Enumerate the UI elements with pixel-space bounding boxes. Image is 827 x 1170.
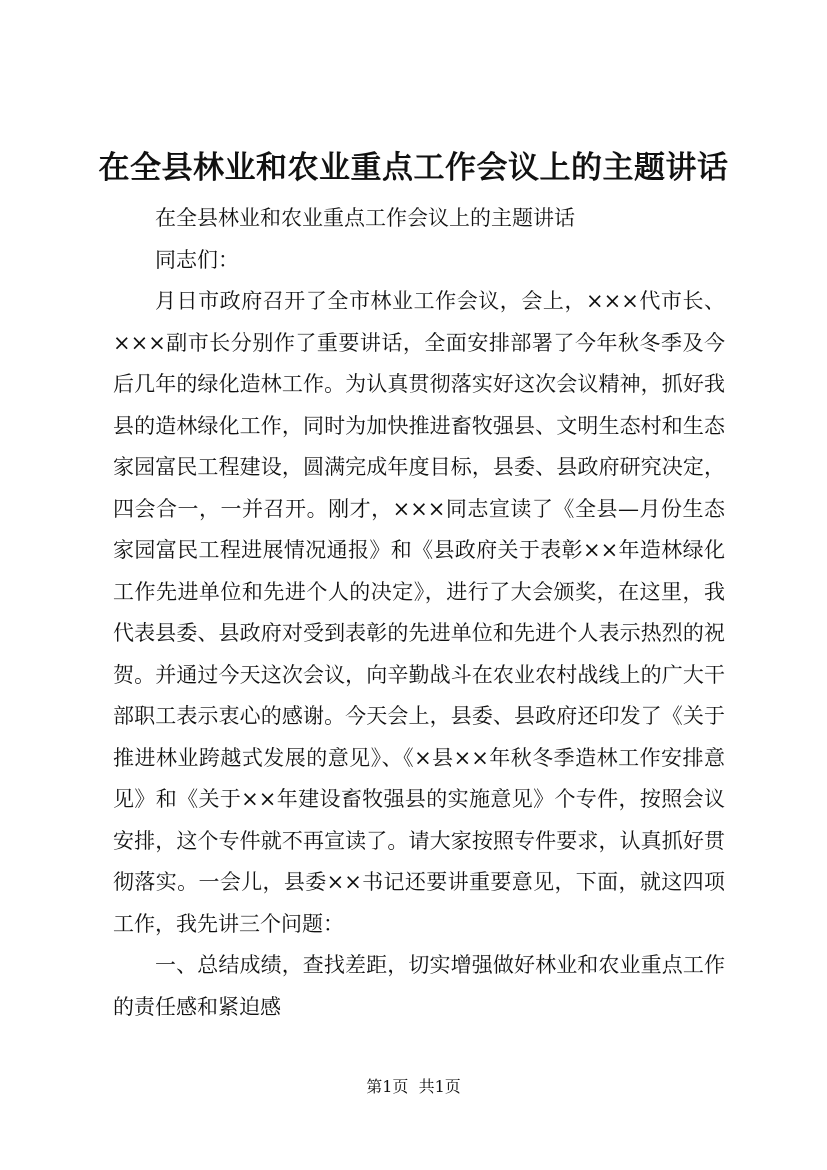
section-heading: 一、总结成绩，查找差距，切实增强做好林业和农业重点工作的责任感和紧迫感 [113, 953, 725, 1019]
page-number: 第1页 共1页 [366, 1077, 461, 1096]
document-subtitle: 在全县林业和农业重点工作会议上的主题讲话 [155, 206, 575, 230]
document-title: 在全县林业和农业重点工作会议上的主题讲话 [98, 150, 729, 186]
document-body [113, 198, 725, 1028]
page-footer [0, 1076, 827, 1098]
salutation: 同志们： [155, 247, 239, 272]
body-paragraph: 月日市政府召开了全市林业工作会议，会上，×××代市长、×××副市长分别作了重要讲话，全面安排部署了今年秋冬季及今后几年的绿化造林工作。为认真贯彻落实好这次会议精神，抓好我县的造林绿化工作，同时为加快推进畜牧强县、文明生态村和生态家园富民工程建设，圆满完成年度目标，县委、县政府研究决定，四会合一，一并召开。刚才，×××同志宣读了《全县—月份生态家园富民工程进展情况通报》和《县政府关于表彰××年造林绿化工作先进单位和先进个人的决定》，进行了大会颁奖，在这里，我代表县委、县政府对受到表彰的先进单位和先进个人表示热烈的祝贺。并通过今天这次会议，向辛勤战斗在农业农村战线上的广大干部职工表示衷心的感谢。今天会上，县委、县政府还印发了《关于推进林业跨越式发展的意见》、《×县××年秋冬季造林工作安排意见》和《关于××年建设畜牧强县的实施意见》个专件，按照会议安排，这个专件就不再宣读了。请大家按照专件要求，认真抓好贯彻落实。一会儿，县委××书记还要讲重要意见，下面，就这四项工作，我先讲三个问题： [113, 289, 725, 936]
